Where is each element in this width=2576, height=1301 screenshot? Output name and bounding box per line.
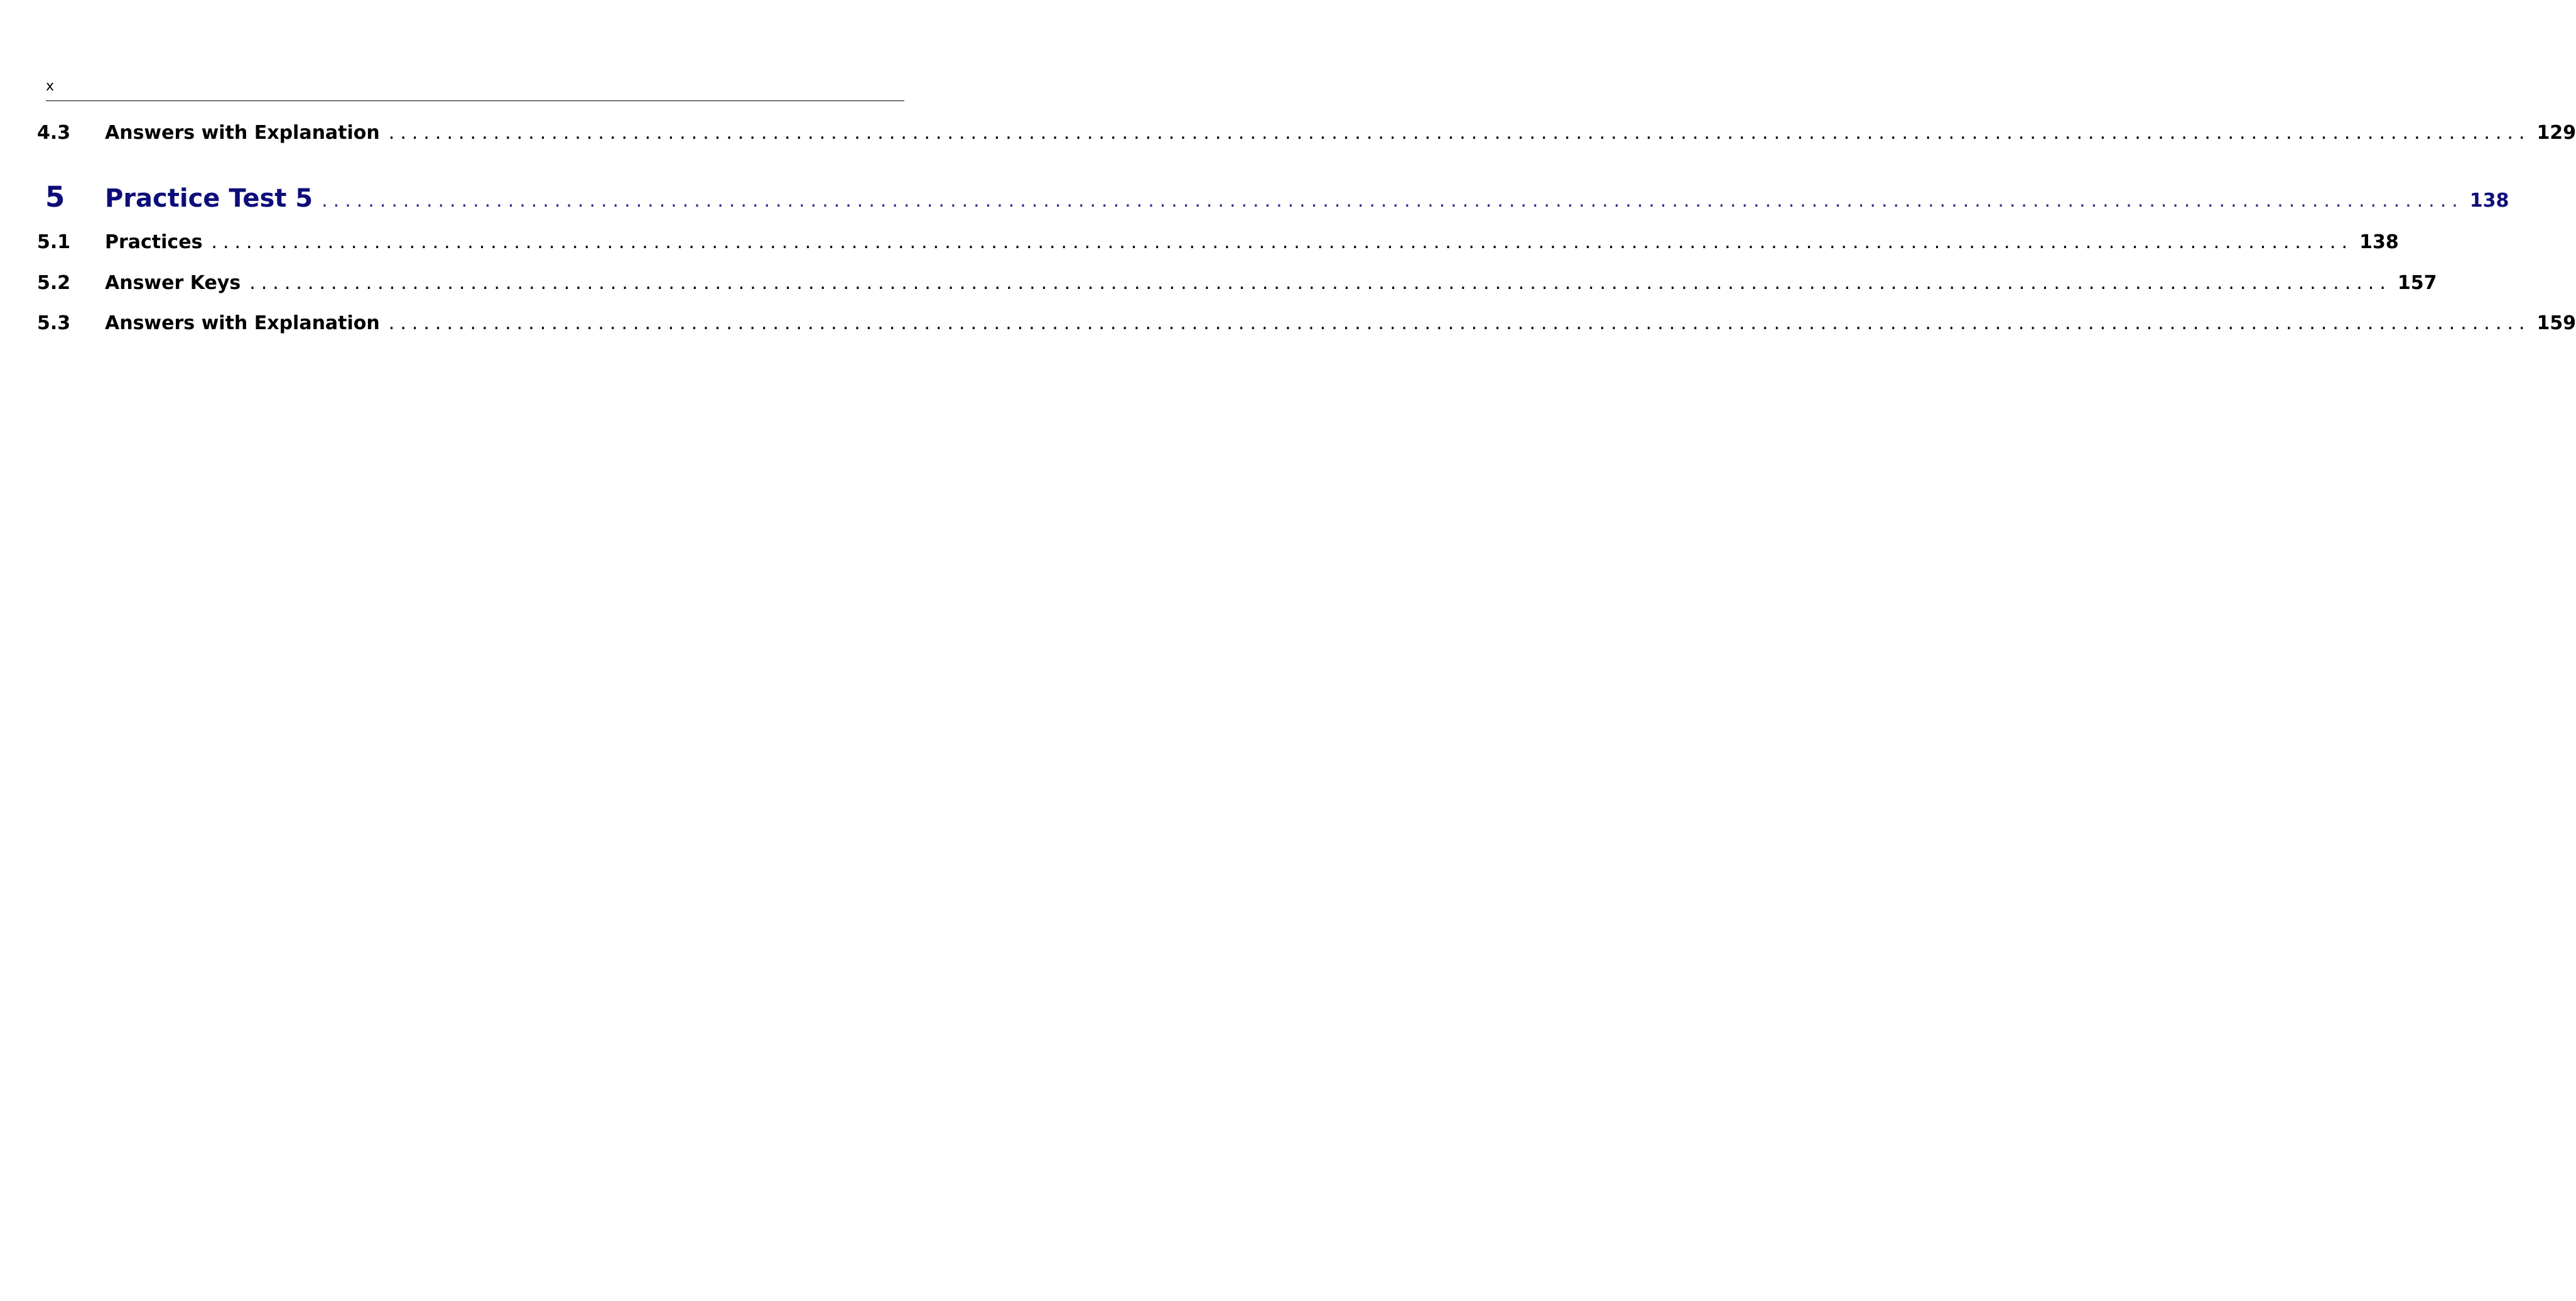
toc-entry-number: 4.3 bbox=[37, 122, 71, 144]
page-number: x bbox=[46, 79, 55, 94]
toc-entry-page: 129 bbox=[2536, 122, 2576, 144]
dot-leader: ........................................................................................................................................................................................ bbox=[211, 231, 2354, 253]
toc-entry-title: Answers with Explanation bbox=[105, 122, 380, 144]
chapter-page: 138 bbox=[2469, 190, 2509, 212]
toc-entry-number: 5.3 bbox=[37, 312, 71, 334]
toc-entry-page: 157 bbox=[2397, 272, 2437, 294]
toc-entry-5-2[interactable] bbox=[37, 271, 2437, 296]
chapter-number: 5 bbox=[45, 180, 65, 214]
toc-entry-5-1[interactable] bbox=[37, 230, 2399, 255]
toc-entry-number: 5.1 bbox=[37, 231, 71, 253]
dot-leader: ........................................................................................................................................................................................ bbox=[249, 272, 2391, 294]
toc-entry-title: Practices bbox=[105, 231, 203, 253]
toc-entry-number: 5.2 bbox=[37, 272, 71, 294]
toc-entry-page: 159 bbox=[2536, 312, 2576, 334]
toc-entry-page: 138 bbox=[2359, 231, 2399, 253]
dot-leader: ........................................................................................................................................................................................ bbox=[322, 190, 2464, 212]
toc-entry-title: Answers with Explanation bbox=[105, 312, 380, 334]
toc-entry-title: Answer Keys bbox=[105, 272, 241, 294]
toc-entry-5-3[interactable] bbox=[37, 311, 2576, 336]
toc-entry-4-3[interactable] bbox=[37, 121, 2576, 146]
chapter-title: Practice Test 5 bbox=[105, 184, 313, 213]
dot-leader: ........................................................................................................................................................................................ bbox=[388, 122, 2531, 144]
dot-leader: ........................................................................................................................................................................................ bbox=[388, 312, 2531, 334]
toc-entry-chapter-5[interactable] bbox=[37, 180, 2509, 217]
